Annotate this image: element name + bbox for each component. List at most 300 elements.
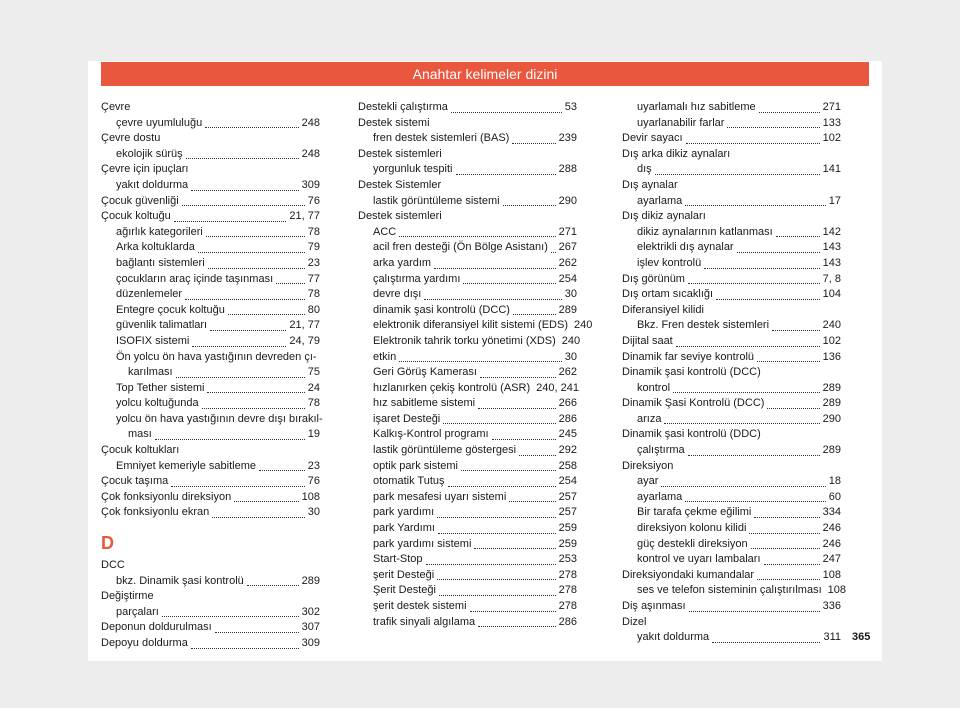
page-reference: 289 — [822, 381, 841, 394]
index-entry-text: Çocuk taşıma — [101, 475, 169, 488]
page-reference: 254 — [558, 272, 577, 285]
index-subentry-text: Ön yolcu ön hava yastığının devreden çı- — [116, 350, 317, 363]
index-subentry[interactable] — [358, 443, 577, 459]
index-entry[interactable] — [622, 334, 841, 350]
index-subentry[interactable] — [358, 365, 577, 381]
index-heading-text: Direksiyon — [622, 459, 674, 472]
index-subentry-text: Top Tether sistemi — [116, 381, 205, 394]
dot-leader — [434, 256, 556, 269]
page-reference: 289 — [558, 303, 577, 316]
dot-leader — [228, 302, 305, 315]
page-reference: 108 — [822, 568, 841, 581]
index-entry[interactable] — [101, 620, 320, 636]
dot-leader — [206, 224, 305, 237]
page-reference: 102 — [822, 334, 841, 347]
index-heading-text: Dış arka dikiz aynaları — [622, 147, 731, 160]
index-entry-text: Dış ortam sıcaklığı — [622, 288, 714, 301]
page-reference: 53 — [564, 101, 577, 113]
index-column-3 — [622, 100, 846, 646]
dot-leader — [749, 521, 819, 534]
index-subentry-text: hızlanırken çekiş kontrolü (ASR) — [373, 381, 531, 394]
index-heading — [358, 147, 577, 163]
index-subentry[interactable] — [622, 116, 841, 132]
index-subentry[interactable] — [622, 583, 846, 599]
index-subentry[interactable] — [358, 350, 577, 366]
index-heading-text: Dinamik şasi kontrolü (DDC) — [622, 428, 761, 441]
page-reference: 30 — [307, 506, 320, 519]
index-subentry-continuation — [116, 365, 320, 381]
index-subentry[interactable] — [101, 605, 320, 621]
index-subentry[interactable] — [101, 178, 320, 194]
page-reference: 289 — [822, 444, 841, 457]
index-subentry-text: arıza — [637, 412, 662, 425]
dot-leader — [551, 240, 556, 253]
index-subentry[interactable] — [101, 350, 320, 381]
index-entry[interactable] — [622, 599, 841, 615]
index-heading — [622, 427, 841, 443]
index-subentry[interactable] — [358, 474, 577, 490]
dot-leader — [727, 115, 819, 128]
index-subentry[interactable] — [358, 599, 577, 615]
dot-leader — [191, 178, 298, 191]
page-reference: 76 — [307, 475, 320, 488]
index-entry-text: Devir sayacı — [622, 132, 683, 145]
page-reference: 248 — [301, 116, 320, 129]
index-subentry-text: Emniyet kemeriyle sabitleme — [116, 459, 256, 472]
index-subentry-text: uyarlanabilir farlar — [637, 116, 725, 129]
index-subentry[interactable] — [358, 552, 577, 568]
index-subentry[interactable] — [358, 583, 577, 599]
dot-leader — [478, 396, 556, 409]
index-entry-text: Depoyu doldurma — [101, 637, 188, 649]
index-subentry-text: park yardımı sistemi — [373, 537, 472, 550]
page-reference: 257 — [558, 490, 577, 503]
index-subentry-text: park yardımı — [373, 506, 435, 519]
index-entry-text: Çocuk koltuğu — [101, 210, 171, 223]
index-heading-text: Destek Sistemler — [358, 178, 442, 191]
index-subentry[interactable] — [101, 303, 320, 319]
index-subentry[interactable] — [622, 474, 841, 490]
index-subentry[interactable] — [622, 225, 841, 241]
page-reference: 239 — [558, 132, 577, 145]
dot-leader — [751, 536, 820, 549]
dot-leader — [712, 630, 820, 643]
page-reference: 262 — [558, 256, 577, 269]
index-subentry[interactable] — [101, 381, 320, 397]
dot-leader — [247, 573, 299, 586]
page-reference: 246 — [822, 537, 841, 550]
page-reference: 286 — [558, 412, 577, 425]
dot-leader — [478, 614, 556, 627]
index-heading-text: Diferansiyel kilidi — [622, 303, 704, 316]
index-heading — [622, 365, 841, 381]
index-subentry-text: elektrikli dış aynalar — [637, 241, 734, 254]
index-subentry[interactable] — [101, 256, 320, 272]
page-reference: 141 — [822, 163, 841, 176]
dot-leader — [772, 318, 820, 331]
index-subentry-text: çalıştırma — [637, 444, 685, 457]
index-subentry[interactable] — [101, 147, 320, 163]
index-entry[interactable] — [622, 272, 841, 288]
index-subentry[interactable] — [358, 490, 577, 506]
index-subentry[interactable] — [358, 615, 577, 631]
page-reference: 240, 241 — [536, 381, 579, 394]
page-reference: 78 — [307, 225, 320, 238]
index-subentry-text: ayarlama — [637, 490, 683, 503]
index-heading — [622, 147, 841, 163]
index-subentry[interactable] — [622, 552, 841, 568]
dot-leader — [492, 427, 556, 440]
index-subentry[interactable] — [358, 318, 593, 334]
page-reference: 257 — [558, 506, 577, 519]
page-number: 365 — [852, 631, 871, 643]
index-title-banner — [101, 62, 869, 86]
index-subentry[interactable] — [358, 537, 577, 553]
page-reference: 271 — [822, 101, 841, 113]
index-subentry-text: otomatik Tutuş — [373, 475, 445, 488]
page-reference: 79 — [307, 241, 320, 254]
dot-leader — [212, 505, 305, 518]
dot-leader — [474, 536, 555, 549]
index-entry[interactable] — [622, 131, 841, 147]
index-subentry[interactable] — [101, 272, 320, 288]
index-subentry[interactable] — [101, 412, 323, 443]
dot-leader — [509, 489, 555, 502]
index-subentry[interactable] — [622, 240, 841, 256]
index-entry[interactable] — [101, 474, 320, 490]
index-subentry-text: direksiyon kolonu kilidi — [637, 522, 747, 535]
dot-leader — [182, 193, 305, 206]
index-subentry-text: ağırlık kategorileri — [116, 225, 203, 238]
index-subentry-text: lastik görüntüleme sistemi — [373, 194, 500, 207]
index-subentry[interactable] — [358, 505, 577, 521]
index-entry[interactable] — [101, 505, 320, 521]
page-reference: 258 — [558, 459, 577, 472]
index-heading-text: Değiştirme — [101, 590, 154, 603]
index-entry[interactable] — [101, 490, 320, 506]
index-heading-text: DCC — [101, 559, 125, 572]
index-subentry[interactable] — [101, 396, 320, 412]
dot-leader — [174, 209, 287, 222]
page-reference: 309 — [301, 178, 320, 191]
index-subentry[interactable] — [358, 396, 577, 412]
index-subentry[interactable] — [622, 318, 841, 334]
index-subentry-text: işlev kontrolü — [637, 256, 702, 269]
index-subentry-text-cont: ması — [128, 428, 152, 441]
index-subentry[interactable] — [101, 240, 320, 256]
index-subentry-text: elektronik diferansiyel kilit sistemi (EDS) — [373, 319, 568, 332]
index-subentry-text: şerit destek sistemi — [373, 600, 467, 612]
index-subentry[interactable] — [358, 568, 577, 584]
index-subentry[interactable] — [358, 459, 577, 475]
index-subentry[interactable] — [101, 225, 320, 241]
index-heading — [358, 209, 577, 225]
index-entry-text: Destekli çalıştırma — [358, 101, 448, 113]
index-subentry[interactable] — [358, 272, 577, 288]
dot-leader — [276, 271, 305, 284]
page-reference: 78 — [307, 288, 320, 301]
index-subentry-text: çalıştırma yardımı — [373, 272, 461, 285]
page-reference: 271 — [558, 225, 577, 238]
index-entry[interactable] — [622, 396, 841, 412]
index-subentry[interactable] — [622, 537, 841, 553]
index-subentry-text: Geri Görüş Kamerası — [373, 366, 477, 379]
index-subentry-text: fren destek sistemleri (BAS) — [373, 132, 510, 145]
page-reference: 307 — [301, 621, 320, 634]
page-reference: 266 — [558, 397, 577, 410]
page-reference: 302 — [301, 605, 320, 618]
index-subentry[interactable] — [101, 287, 320, 303]
index-heading — [622, 178, 841, 194]
page-reference: 24 — [307, 381, 320, 394]
dot-leader — [737, 240, 820, 253]
index-heading — [101, 100, 320, 116]
dot-leader — [664, 411, 819, 424]
page-reference: 108 — [827, 584, 846, 597]
index-entry-text: Dış görünüm — [622, 272, 685, 285]
index-subentry[interactable] — [358, 194, 577, 210]
page-reference: 60 — [828, 490, 841, 503]
dot-leader — [234, 489, 298, 502]
dot-leader — [757, 349, 820, 362]
index-column-2 — [358, 100, 593, 630]
page-reference: 23 — [307, 256, 320, 269]
index-subentry[interactable] — [622, 521, 841, 537]
index-subentry-text: kontrol ve uyarı lambaları — [637, 553, 761, 566]
index-subentry[interactable] — [358, 162, 577, 178]
index-entry[interactable] — [101, 209, 320, 225]
dot-leader — [686, 131, 820, 144]
index-subentry-text: park Yardımı — [373, 522, 435, 535]
index-subentry-text: yolcu ön hava yastığının devre dışı bırakıl- — [116, 412, 323, 425]
index-subentry-text: bağlantı sistemleri — [116, 256, 205, 269]
page-reference: 136 — [822, 350, 841, 363]
index-entry[interactable] — [622, 287, 841, 303]
index-subentry-text-cont: karılması — [128, 366, 173, 379]
page-reference: 104 — [822, 288, 841, 301]
page-reference: 21, 77 — [289, 319, 320, 332]
dot-leader — [210, 318, 286, 331]
dot-leader — [661, 474, 825, 487]
index-subentry[interactable] — [358, 412, 577, 428]
page-reference: 7, 8 — [822, 272, 841, 285]
dot-leader — [716, 287, 820, 300]
index-subentry-text: yolcu koltuğunda — [116, 397, 199, 410]
index-subentry[interactable] — [358, 334, 581, 350]
index-heading — [622, 615, 841, 631]
index-subentry[interactable] — [622, 381, 841, 397]
index-entry[interactable] — [358, 100, 577, 116]
index-subentry[interactable] — [358, 521, 577, 537]
index-subentry[interactable] — [101, 334, 320, 350]
dot-leader — [767, 396, 819, 409]
page-reference: 23 — [307, 459, 320, 472]
index-heading-text: Dış aynalar — [622, 178, 678, 191]
page-reference: 248 — [301, 147, 320, 160]
page-reference: 142 — [822, 225, 841, 238]
page-reference: 290 — [558, 194, 577, 207]
page-reference: 288 — [558, 163, 577, 176]
page-reference: 292 — [558, 444, 577, 457]
index-subentry-text: çevre uyumluluğu — [116, 116, 203, 129]
dot-leader — [186, 146, 299, 159]
index-subentry[interactable] — [101, 459, 320, 475]
index-subentry[interactable] — [622, 443, 841, 459]
index-subentry-text: Elektronik tahrik torku yönetimi (XDS) — [373, 334, 556, 347]
dot-leader — [655, 162, 820, 175]
index-heading — [101, 443, 320, 459]
index-subentry[interactable] — [622, 100, 841, 116]
page-reference: 18 — [828, 475, 841, 488]
index-entry[interactable] — [622, 350, 841, 366]
dot-leader — [451, 100, 562, 113]
index-subentry-text: hız sabitleme sistemi — [373, 397, 476, 410]
dot-leader — [439, 583, 556, 596]
dot-leader — [461, 458, 556, 471]
dot-leader — [424, 287, 561, 300]
page-reference: 30 — [564, 288, 577, 301]
index-subentry-text: Arka koltuklarda — [116, 241, 195, 254]
index-subentry-text: kontrol — [637, 381, 671, 394]
dot-leader — [185, 287, 305, 300]
index-heading-text: Çocuk koltukları — [101, 444, 180, 457]
index-subentry-text: ISOFIX sistemi — [116, 334, 190, 347]
index-subentry-text: ACC — [373, 225, 397, 238]
page-reference: 77 — [307, 272, 320, 285]
page-reference: 240 — [822, 319, 841, 332]
index-entry-text: Dijital saat — [622, 334, 673, 347]
index-heading — [101, 589, 320, 605]
dot-leader — [519, 443, 556, 456]
index-heading — [101, 558, 320, 574]
page-reference: 19 — [307, 428, 320, 441]
index-subentry[interactable] — [101, 318, 320, 334]
index-subentry[interactable] — [101, 574, 320, 590]
index-subentry-text: güvenlik talimatları — [116, 319, 208, 332]
index-subentry-text: arka yardım — [373, 256, 432, 269]
index-heading — [622, 459, 841, 475]
dot-leader — [470, 599, 556, 612]
index-subentry-text: işaret Desteği — [373, 412, 441, 425]
index-heading — [622, 303, 841, 319]
dot-leader — [205, 115, 298, 128]
dot-leader — [437, 505, 556, 518]
index-subentry[interactable] — [622, 162, 841, 178]
page-reference: 133 — [822, 116, 841, 129]
index-subentry-text: lastik görüntüleme göstergesi — [373, 444, 517, 457]
index-subentry-text: güç destekli direksiyon — [637, 537, 748, 550]
dot-leader — [438, 521, 556, 534]
index-column-1 — [101, 100, 323, 652]
dot-leader — [399, 349, 562, 362]
dot-leader — [202, 396, 305, 409]
index-subentry[interactable] — [622, 630, 841, 646]
index-subentry-text: ekolojik sürüş — [116, 147, 183, 160]
dot-leader — [208, 256, 305, 269]
index-heading-text: Destek sistemi — [358, 116, 430, 129]
index-subentry[interactable] — [358, 225, 577, 241]
dot-leader — [676, 334, 820, 347]
index-subentry-text: dikiz aynalarının katlanması — [637, 225, 773, 238]
index-subentry-continuation — [116, 427, 320, 443]
page-reference: 247 — [822, 553, 841, 566]
index-subentry[interactable] — [358, 131, 577, 147]
page-reference: 309 — [301, 637, 320, 649]
dot-leader — [162, 604, 299, 617]
index-subentry-text: Start-Stop — [373, 553, 423, 566]
index-subentry-text: Entegre çocuk koltuğu — [116, 303, 225, 316]
dot-leader — [191, 636, 299, 649]
page-reference: 102 — [822, 132, 841, 145]
index-subentry-text: Şerit Desteği — [373, 584, 436, 597]
dot-leader — [207, 380, 304, 393]
dot-leader — [155, 427, 305, 440]
index-subentry[interactable] — [358, 427, 577, 443]
page-reference: 30 — [564, 350, 577, 363]
page-reference: 24, 79 — [289, 334, 320, 347]
dot-leader — [764, 552, 820, 565]
index-subentry[interactable] — [358, 381, 577, 397]
index-heading-text: Çevre dostu — [101, 132, 161, 145]
dot-leader — [513, 302, 556, 315]
index-subentry-text: devre dışı — [373, 288, 422, 301]
index-title: Anahtar kelimeler dizini — [412, 66, 558, 82]
index-subentry[interactable] — [622, 194, 841, 210]
page-reference: 278 — [558, 600, 577, 612]
index-entry-text: Çok fonksiyonlu ekran — [101, 506, 210, 519]
index-subentry-text: acil fren desteği (Ön Bölge Asistanı) — [373, 241, 548, 254]
index-subentry[interactable] — [358, 256, 577, 272]
dot-leader — [688, 443, 820, 456]
index-entry[interactable] — [622, 568, 841, 584]
index-subentry-text: şerit Desteği — [373, 568, 435, 581]
index-subentry[interactable] — [358, 303, 577, 319]
index-heading — [101, 131, 320, 147]
page-reference: 259 — [558, 522, 577, 535]
dot-leader — [443, 411, 555, 424]
index-entry[interactable] — [101, 636, 320, 652]
page-reference: 336 — [822, 600, 841, 612]
index-subentry-text: ses ve telefon sisteminin çalıştırılması — [637, 584, 822, 597]
section-letter: D — [101, 533, 114, 554]
index-entry[interactable] — [101, 194, 320, 210]
index-heading — [358, 116, 577, 132]
page-reference: 289 — [301, 574, 320, 587]
index-heading-text: Destek sistemleri — [358, 147, 442, 160]
dot-leader — [259, 458, 305, 471]
dot-leader — [512, 131, 555, 144]
index-subentry[interactable] — [358, 240, 577, 256]
index-subentry[interactable] — [101, 116, 320, 132]
index-subentry[interactable] — [622, 412, 841, 428]
index-subentry-text: optik park sistemi — [373, 459, 458, 472]
index-subentry-text: Kalkış-Kontrol programı — [373, 428, 489, 441]
index-heading-text: Çevre — [101, 101, 131, 113]
index-heading-text: Dinamik şasi kontrolü (DCC) — [622, 366, 761, 379]
index-entry-text: Diş aşınması — [622, 600, 686, 612]
index-subentry-text: Bkz. Fren destek sistemleri — [637, 319, 770, 332]
index-heading — [358, 178, 577, 194]
index-subentry[interactable] — [622, 256, 841, 272]
index-subentry-text: uyarlamalı hız sabitleme — [637, 101, 756, 113]
index-subentry[interactable] — [622, 505, 841, 521]
index-subentry-text: yakıt doldurma — [116, 178, 189, 191]
page-reference: 108 — [301, 490, 320, 503]
index-subentry[interactable] — [622, 490, 841, 506]
index-subentry[interactable] — [358, 287, 577, 303]
page-reference: 76 — [307, 194, 320, 207]
page-reference: 246 — [822, 522, 841, 535]
